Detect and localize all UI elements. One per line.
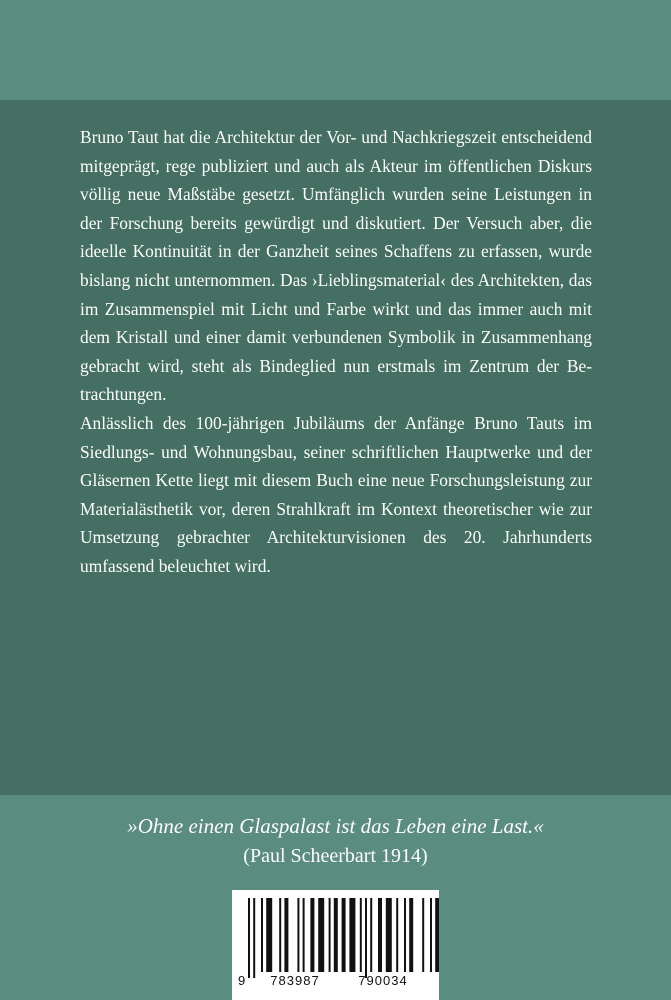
barcode-bar: [310, 898, 314, 972]
barcode-bar: [360, 898, 362, 972]
barcode-bar: [365, 898, 367, 978]
isbn-barcode: [232, 890, 439, 1000]
barcode-bar: [370, 898, 372, 972]
barcode-bar: [334, 898, 338, 972]
barcode-bar: [378, 898, 382, 972]
barcode-bar: [349, 898, 355, 972]
barcode-bar: [266, 898, 272, 972]
quote-text: »Ohne einen Glaspalast ist das Leben eine Last.«: [127, 814, 544, 838]
barcode-bar: [329, 898, 331, 972]
barcode-bar: [386, 898, 392, 972]
blurb-text: [80, 123, 592, 581]
barcode-bar: [422, 898, 424, 972]
barcode-left-digits: 783987: [270, 973, 320, 988]
barcode-bar: [261, 898, 263, 972]
barcode-bar: [342, 898, 346, 972]
barcode-bar: [253, 898, 255, 978]
quote-source: (Paul Scheerbart 1914): [243, 845, 428, 867]
barcode-bar: [435, 898, 439, 972]
barcode-bar: [303, 898, 305, 972]
top-color-band: [0, 0, 671, 100]
barcode-bar: [284, 898, 288, 972]
barcode-bar: [404, 898, 406, 972]
barcode-bar: [396, 898, 398, 972]
barcode-right-digits: 790034: [358, 973, 408, 988]
barcode-lead-digit: 9: [238, 973, 246, 988]
barcode-bar: [409, 898, 413, 972]
barcode-bar: [279, 898, 281, 972]
barcode-bar: [318, 898, 324, 972]
barcode-bar: [430, 898, 432, 972]
blurb-paragraph-2: Anlässlich des 100-jährigen Jubiläums der Anfänge Bruno Tauts im Siedlungs- und Wohnungsbau, seiner schriftlichen Hauptwerke und der Gläsernen Kette liegt mit diesem Buch eine neue Forschungsleistung zur Materialästhetik vor, deren Strahlkraft im Kontext theoretischer wie zur Umsetzung gebrachter Architekturvisionen des 20. Jahrhunderts umfassend beleuchtet wird.: [80, 412, 592, 576]
blurb-paragraph-1: Bruno Taut hat die Architektur der Vor- und Nachkriegszeit entscheidend mitgeprägt, rege publiziert und auch als Akteur im öffentlichen Diskurs völlig neue Maßstäbe gesetzt. Umfänglich wurden seine Leistungen in der Forschung bereits gewürdigt und diskutiert. Der Versuch aber, die ideelle Kontinuität in der Ganzheit seines Schaffens zu erfassen, wurde bislang nicht unternommen. Das ›Lieblingsmaterial‹ des Architekten, das im Zusammenspiel mit Licht und Farbe wirkt und das immer auch mit dem Kristall und einer damit verbundenen Symbolik in Zusammenhang gebracht wird, steht als Bindeglied nun erstmals im Zentrum der Betrachtungen.: [80, 127, 592, 405]
barcode-bar: [248, 898, 250, 978]
barcode-bar: [297, 898, 299, 972]
